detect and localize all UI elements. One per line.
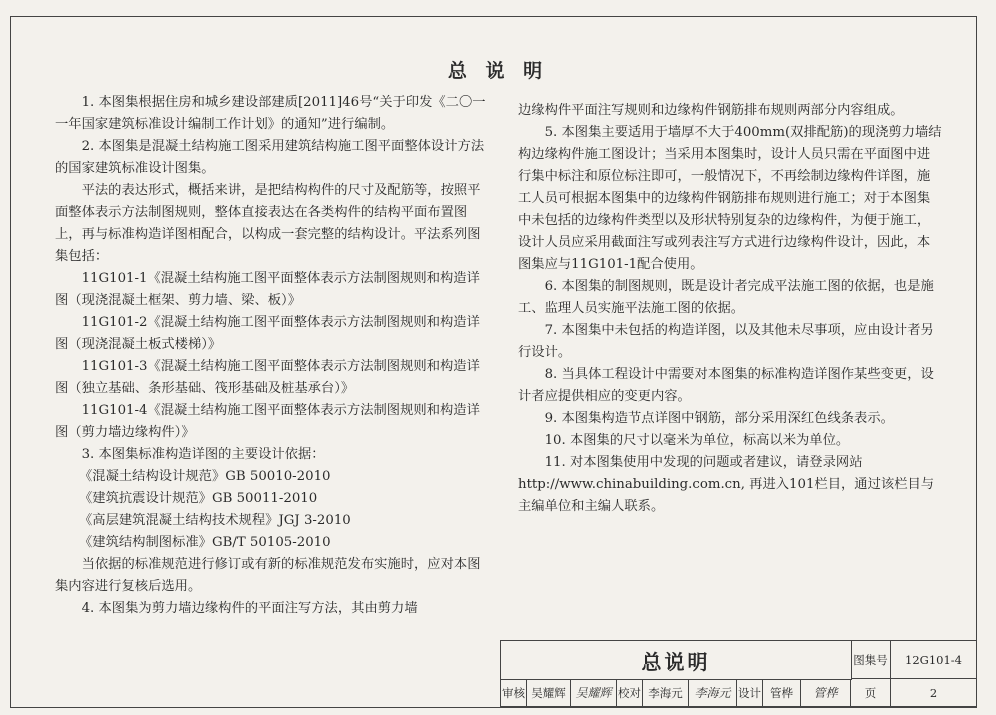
title-block-name: 总说明 xyxy=(501,641,852,680)
designer-signature: 管桦 xyxy=(801,679,851,707)
standard-gbt50105: 《建筑结构制图标准》GB/T 50105-2010 xyxy=(79,535,331,550)
paragraph-revision: 当依据的标准规范进行修订或有新的标准规范发布实施时，应对本图集内容进行复核后选用。 xyxy=(55,557,481,594)
page-title: 总 说 明 xyxy=(447,60,549,82)
paragraph-9: 9. 本图集构造节点详图中钢筋，部分采用深红色线条表示。 xyxy=(544,411,894,426)
paragraph-11: 11. 对本图集使用中发现的问题或者建议，请登录网站 xyxy=(544,455,863,470)
paragraph-8: 8. 当具体工程设计中需要对本图集的标准构造详图作某些变更，设计者应提供相应的变更内容。 xyxy=(518,367,934,404)
reference-11g101-1: 11G101-1《混凝土结构施工图平面整体表示方法制图规则和构造详图（现浇混凝土框架、剪力墙、梁、板）》 xyxy=(55,271,480,308)
atlas-label: 图集号 xyxy=(851,641,891,679)
paragraph-4-cont: 边缘构件平面注写规则和边缘构件钢筋排布规则两部分内容组成。 xyxy=(518,103,904,118)
reviewer-signature: 吴耀辉 xyxy=(571,679,617,707)
page-number: 2 xyxy=(891,679,977,707)
paragraph-11-url: http://www.chinabuilding.com.cn, 再进入101栏目，通过该栏目与主编单位和主编人联系。 xyxy=(518,477,935,514)
reviewer-name: 吴耀辉 xyxy=(527,679,571,707)
page-label: 页 xyxy=(851,679,891,707)
paragraph-5: 5. 本图集主要适用于墙厚不大于400mm(双排配筋)的现浇剪力墙结构边缘构件施工图设计；当采用本图集时，设计人员只需在平面图中进行集中标注和原位标注即可，一般情况下，不再绘制边缘构件详图，施工人员可根据本图集中的边缘构件钢筋排布规则进行施工；对于本图集中未包括的边缘构件类型以及形状特别复杂的边缘构件，为便于施工，设计人员应采用截面注写或列表注写方式进行边缘构件设计，因此，本图集应与11G101-1配合使用。 xyxy=(518,125,942,272)
paragraph-7: 7. 本图集中未包括的构造详图，以及其他未尽事项，应由设计者另行设计。 xyxy=(518,323,934,360)
paragraph-2: 2. 本图集是混凝土结构施工图采用建筑结构施工图平面整体设计方法的国家建筑标准设计图集。 xyxy=(55,139,485,176)
paragraph-4: 4. 本图集为剪力墙边缘构件的平面注写方法，其由剪力墙 xyxy=(81,601,418,616)
title-block xyxy=(500,640,977,707)
checker-name: 李海元 xyxy=(643,679,689,707)
paragraph-10: 10. 本图集的尺寸以毫米为单位，标高以米为单位。 xyxy=(544,433,850,448)
checker-signature: 李海元 xyxy=(689,679,737,707)
paragraph-6: 6. 本图集的制图规则，既是设计者完成平法施工图的依据，也是施工、监理人员实施平法施工图的依据。 xyxy=(518,279,934,316)
reference-11g101-3: 11G101-3《混凝土结构施工图平面整体表示方法制图规则和构造详图（独立基础、条形基础、筏形基础及桩基承台）》 xyxy=(55,359,480,396)
atlas-number: 12G101-4 xyxy=(891,641,977,679)
paragraph-design-basis: 3. 本图集标准构造详图的主要设计依据： xyxy=(81,447,325,462)
reference-11g101-2: 11G101-2《混凝土结构施工图平面整体表示方法制图规则和构造详图（现浇混凝土板式楼梯）》 xyxy=(55,315,480,352)
check-label: 校对 xyxy=(617,679,643,707)
standard-gb50010: 《混凝土结构设计规范》GB 50010-2010 xyxy=(79,469,331,484)
review-label: 审核 xyxy=(501,679,527,707)
paragraph-1: 1. 本图集根据住房和城乡建设部建质[2011]46号“关于印发《二〇一一年国家建筑标准设计编制工作计划》的通知”进行编制。 xyxy=(55,95,486,132)
paragraph-3: 平法的表达形式，概括来讲，是把结构构件的尺寸及配筋等，按照平面整体表示方法制图规则，整体直接表达在各类构件的结构平面布置图上，再与标准构造详图相配合，以构成一套完整的结构设计。平法系列图集包括： xyxy=(55,183,481,264)
standard-gb50011: 《建筑抗震设计规范》GB 50011-2010 xyxy=(79,491,318,506)
designer-name: 管桦 xyxy=(763,679,801,707)
right-column xyxy=(518,100,943,518)
standard-jgj3: 《高层建筑混凝土结构技术规程》JGJ 3-2010 xyxy=(79,513,351,528)
left-column xyxy=(55,92,487,620)
reference-11g101-4: 11G101-4《混凝土结构施工图平面整体表示方法制图规则和构造详图（剪力墙边缘构件）》 xyxy=(55,403,480,440)
design-label: 设计 xyxy=(737,679,763,707)
